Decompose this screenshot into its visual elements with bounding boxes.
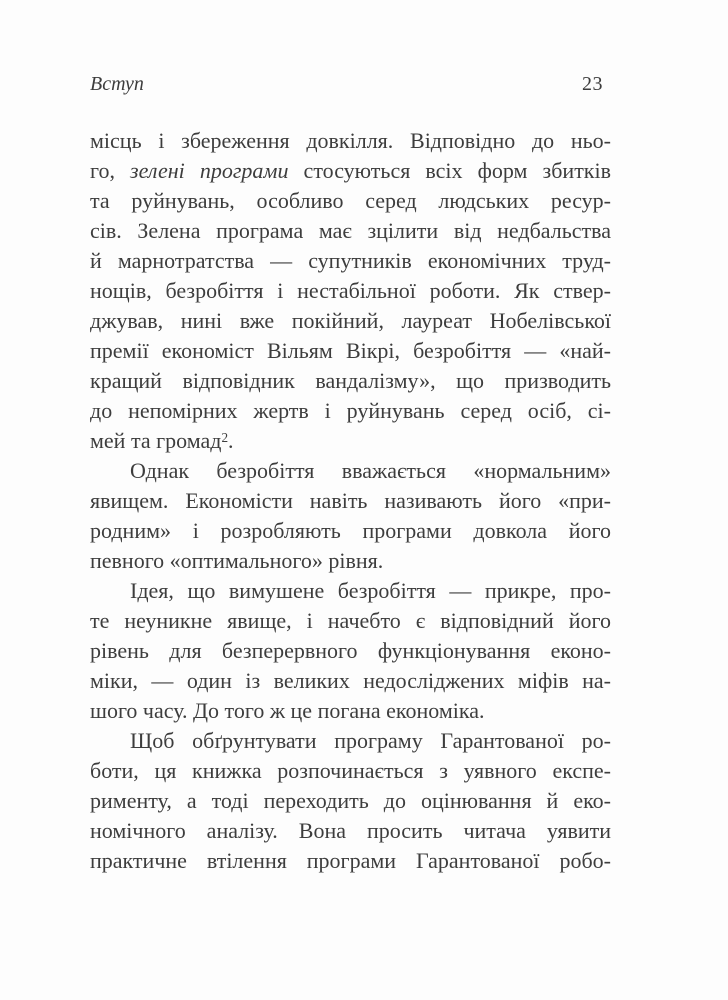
text-line bbox=[90, 756, 611, 786]
text-line bbox=[90, 696, 611, 726]
text-line bbox=[90, 516, 611, 546]
emphasized-term: зелені програми bbox=[130, 158, 289, 183]
text-run: родним» і розробляють програми довкола його bbox=[90, 518, 611, 543]
text-line bbox=[90, 786, 611, 816]
text-run: мей та громад bbox=[90, 428, 222, 453]
text-run: номічного аналізу. Вона просить читача уявити bbox=[90, 818, 611, 843]
text-run: певного «оптимального» рівня. bbox=[90, 548, 384, 573]
text-line bbox=[90, 156, 611, 186]
text-line bbox=[90, 276, 611, 306]
text-run: боти, ця книжка розпочинається з уявного експе- bbox=[90, 758, 611, 783]
text-line bbox=[90, 216, 611, 246]
footnote-reference: 2 bbox=[221, 430, 229, 446]
paragraph bbox=[90, 576, 611, 726]
text-run: та руйнувань, особливо серед людських ресур- bbox=[90, 188, 611, 213]
paragraph bbox=[90, 126, 611, 456]
paragraph bbox=[90, 726, 611, 876]
text-line bbox=[90, 336, 611, 366]
text-line bbox=[90, 636, 611, 666]
text-run: Однак безробіття вважається «нормальним» bbox=[130, 458, 611, 483]
page-number: 23 bbox=[582, 73, 603, 95]
text-run: премії економіст Вільям Вікрі, безробіття — «най- bbox=[90, 338, 611, 363]
text-line bbox=[90, 306, 611, 336]
text-run: рівень для безперервного функціонування еконо- bbox=[90, 638, 611, 663]
text-run: Щоб обґрунтувати програму Гарантованої ро- bbox=[130, 728, 611, 753]
text-run: го, bbox=[90, 158, 131, 183]
text-run: явищем. Економісти навіть називають його «при- bbox=[90, 488, 611, 513]
text-line bbox=[90, 246, 611, 276]
text-run: Ідея, що вимушене безробіття — прикре, про- bbox=[130, 578, 611, 603]
text-line bbox=[90, 606, 611, 636]
text-run: сів. Зелена програма має зцілити від недбальства bbox=[90, 218, 611, 243]
text-line bbox=[90, 576, 611, 606]
text-line bbox=[90, 546, 611, 576]
running-header-chapter-title: Вступ bbox=[90, 73, 144, 95]
text-line bbox=[90, 456, 611, 486]
text-line bbox=[90, 186, 611, 216]
page-header bbox=[90, 72, 611, 96]
text-line bbox=[90, 426, 611, 456]
text-run: джував, нині вже покійний, лауреат Нобелівської bbox=[90, 308, 611, 333]
text-run: кращий відповідник вандалізму», що призводить bbox=[90, 368, 611, 393]
text-run: те неуникне явище, і начебто є відповідний його bbox=[90, 608, 611, 633]
paragraph bbox=[90, 456, 611, 576]
text-line bbox=[90, 366, 611, 396]
text-run: міки, — один із великих недосліджених міфів на- bbox=[90, 668, 611, 693]
page-body bbox=[90, 126, 611, 876]
text-line bbox=[90, 846, 611, 876]
text-run: практичне втілення програми Гарантованої робо- bbox=[90, 848, 611, 873]
text-line bbox=[90, 486, 611, 516]
text-run: до непомірних жертв і руйнувань серед осіб, сі- bbox=[90, 398, 611, 423]
text-run: . bbox=[228, 428, 234, 453]
text-run: рименту, а тоді переходить до оцінювання й еко- bbox=[90, 788, 611, 813]
text-run: стосуються всіх форм збитків bbox=[288, 158, 611, 183]
text-run: й марнотратства — супутників економічних труд- bbox=[90, 248, 611, 273]
text-line bbox=[90, 666, 611, 696]
text-line bbox=[90, 726, 611, 756]
text-line bbox=[90, 126, 611, 156]
text-run: шого часу. До того ж це погана економіка. bbox=[90, 698, 485, 723]
text-line bbox=[90, 816, 611, 846]
text-line bbox=[90, 396, 611, 426]
text-run: нощів, безробіття і нестабільної роботи. Як ствер- bbox=[90, 278, 611, 303]
text-run: місць і збереження довкілля. Відповідно до ньо- bbox=[90, 128, 611, 153]
